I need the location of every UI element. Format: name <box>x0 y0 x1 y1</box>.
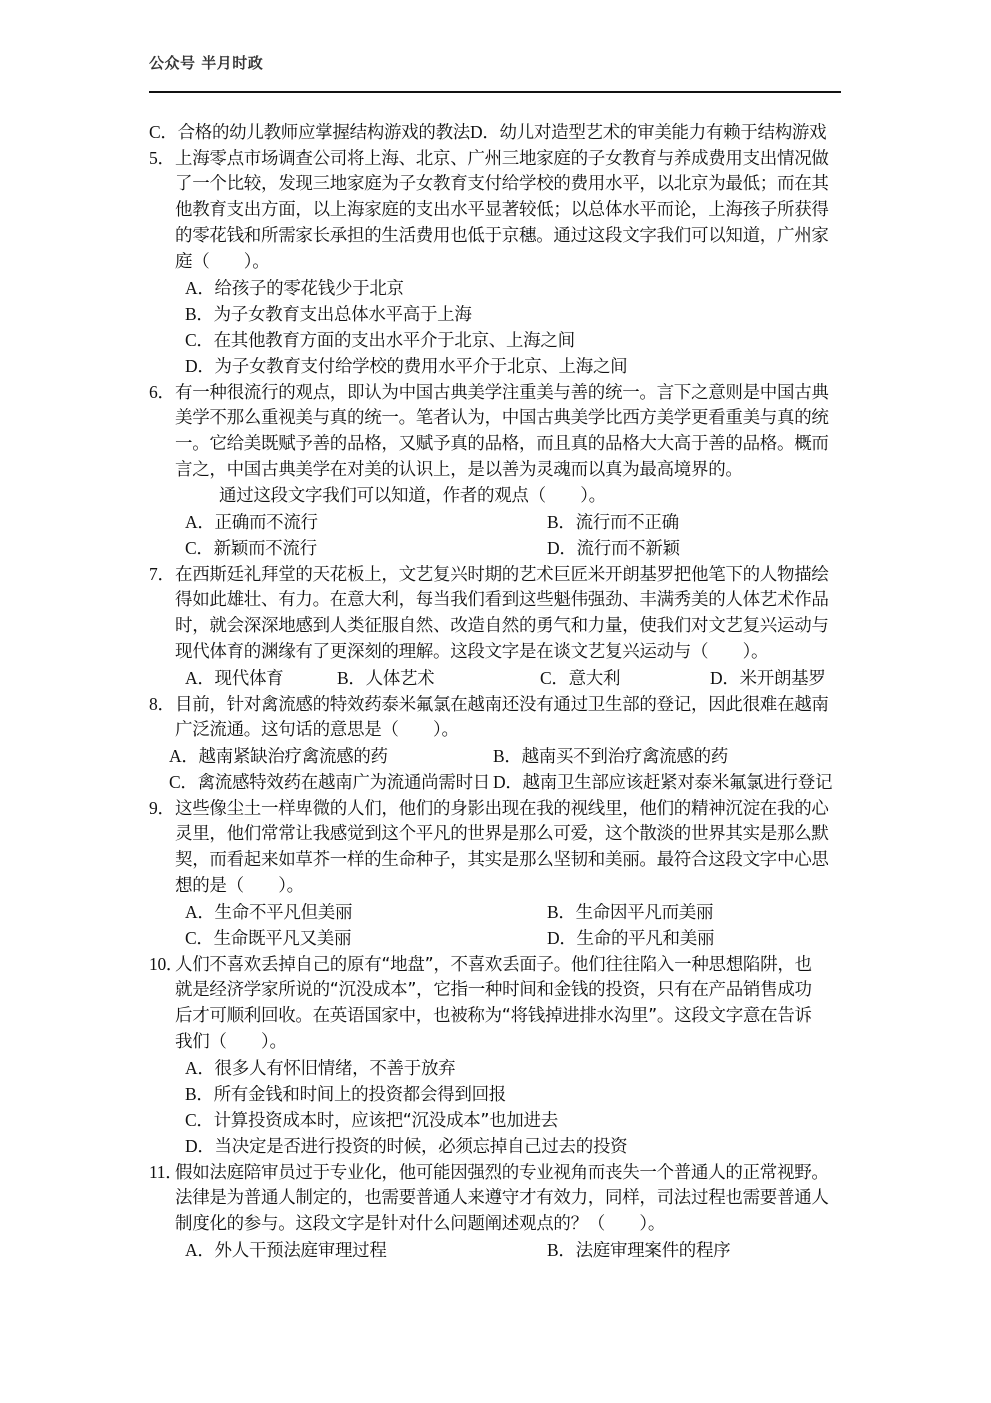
question-9 <box>149 795 841 951</box>
question-text-line: 后才可顺利回收。在英语国家中，也被称为“将钱掉进排水沟里”。这段文字意在告诉 <box>175 1006 812 1026</box>
question-number: 10． <box>149 954 184 974</box>
question-text-line: 他教育支出方面，以上海家庭的支出水平显著较低；以总体水平而论，上海孩子所获得 <box>175 200 829 220</box>
question-number: 6． <box>149 382 175 402</box>
question-text-line: 想的是（ ）。 <box>175 876 304 896</box>
option-letter: C． <box>149 122 178 142</box>
option-c: C．禽流感特效药在越南广为流通尚需时日 <box>169 772 490 793</box>
options-row <box>149 769 841 795</box>
question-text-line: 有一种很流行的观点，即认为中国古典美学注重美与善的统一。言下之意则是中国古典 <box>175 383 829 403</box>
option-b: B．生命因平凡而美丽 <box>547 902 714 923</box>
option-d: D．生命的平凡和美丽 <box>547 928 715 949</box>
question-text-line: 了一个比较，发现三地家庭为子女教育支付给学校的费用水平，以北京为最低；而在其 <box>175 174 829 194</box>
question-number: 7． <box>149 564 175 584</box>
question-number: 9． <box>149 798 175 818</box>
question-10 <box>149 951 841 1159</box>
question-text-line: 我们（ ）。 <box>175 1032 287 1052</box>
question-text-line: 时，就会深深地感到人类征服自然、改造自然的勇气和力量，使我们对文艺复兴运动与 <box>175 616 829 636</box>
question-text-line: 美学不那么重视美与真的统一。笔者认为，中国古典美学比西方美学更看重美与真的统 <box>175 408 829 428</box>
question-text-line: 灵里，他们常常让我感觉到这个平凡的世界是那么可爱，这个散淡的世界其实是那么默 <box>175 824 829 844</box>
option-a: A．正确而不流行 <box>185 512 318 533</box>
options-row <box>149 535 841 561</box>
question-text-line: 广泛流通。这句话的意思是（ ）。 <box>175 720 459 740</box>
option-a: A．外人干预法庭审理过程 <box>185 1240 387 1261</box>
question-text-line: 契，而看起来如草芥一样的生命种子，其实是那么坚韧和美丽。最符合这段文字中心思 <box>175 850 829 870</box>
option-c: C．生命既平凡又美丽 <box>185 928 352 949</box>
option-c: C．计算投资成本时，应该把“沉没成本”也加进去 <box>185 1110 558 1131</box>
question-6 <box>149 379 841 561</box>
question-11 <box>149 1159 841 1263</box>
option-c: C．在其他教育方面的支出水平介于北京、上海之间 <box>185 330 575 351</box>
options-row <box>149 743 841 769</box>
options-row <box>149 509 841 535</box>
question-text-line: 假如法庭陪审员过于专业化，他可能因强烈的专业视角而丧失一个普通人的正常视野。 <box>175 1163 829 1183</box>
question-5 <box>149 145 841 379</box>
question-text-line: 法律是为普通人制定的，也需要普通人来遵守才有效力，同样，司法过程也需要普通人 <box>175 1188 829 1208</box>
question-text-line: 一。它给美既赋予善的品格，又赋予真的品格，而且真的品格大大高于善的品格。概而 <box>175 434 829 454</box>
option-a: A．越南紧缺治疗禽流感的药 <box>169 746 388 767</box>
option-c: C．意大利 <box>540 668 621 689</box>
question-number: 5． <box>149 148 175 168</box>
header-divider <box>149 91 841 93</box>
carryover-options-row <box>149 119 841 145</box>
question-7 <box>149 561 841 691</box>
page-header-title: 公众号 半月时政 <box>149 54 264 72</box>
question-text-line: 目前，针对禽流感的特效药泰米氟氯在越南还没有通过卫生部的登记，因此很难在越南 <box>175 695 829 715</box>
question-number: 11． <box>149 1162 183 1182</box>
option-d: D．流行而不新颖 <box>547 538 680 559</box>
options-row <box>149 925 841 951</box>
option-d: D．当决定是否进行投资的时候，必须忘掉自己过去的投资 <box>185 1136 628 1157</box>
option-b: B．流行而不正确 <box>547 512 679 533</box>
question-text-line: 在西斯廷礼拜堂的天花板上，文艺复兴时期的艺术巨匠米开朗基罗把他笔下的人物描绘 <box>175 565 829 585</box>
question-text-line: 现代体育的渊缘有了更深刻的理解。这段文字是在谈文艺复兴运动与（ ）。 <box>175 642 769 662</box>
question-number: 8． <box>149 694 175 714</box>
question-text-line: 庭（ ）。 <box>175 252 270 272</box>
document-body <box>149 119 841 1263</box>
options-row <box>149 1237 841 1263</box>
option-d: D．为子女教育支付给学校的费用水平介于北京、上海之间 <box>185 356 628 377</box>
question-text-line: 这些像尘土一样卑微的人们，他们的身影出现在我的视线里，他们的精神沉淀在我的心 <box>175 799 829 819</box>
option-text: 幼儿对造型艺术的审美能力有赖于结构游戏 <box>499 123 827 143</box>
option-d: D．越南卫生部应该赶紧对泰米氟氯进行登记 <box>493 772 833 793</box>
option-b: B．法庭审理案件的程序 <box>547 1240 731 1261</box>
option-letter: D． <box>469 122 500 142</box>
option-d: D．米开朗基罗 <box>710 668 826 689</box>
question-prompt: 通过这段文字我们可以知道，作者的观点（ ）。 <box>219 486 606 506</box>
question-text-line: 制度化的参与。这段文字是针对什么问题阐述观点的？（ ）。 <box>175 1214 666 1234</box>
option-a: A．生命不平凡但美丽 <box>185 902 353 923</box>
option-b: B．人体艺术 <box>337 668 435 689</box>
options-row <box>149 665 841 691</box>
option-text: 合格的幼儿教师应掌握结构游戏的教法 <box>177 123 470 143</box>
option-b: B．所有金钱和时间上的投资都会得到回报 <box>185 1084 506 1105</box>
question-text-line: 就是经济学家所说的“沉没成本”，它指一种时间和金钱的投资，只有在产品销售成功 <box>175 980 812 1000</box>
option-b: B．越南买不到治疗禽流感的药 <box>493 746 728 767</box>
option-a: A．很多人有怀旧情绪，不善于放弃 <box>185 1058 456 1079</box>
option-a: A．给孩子的零花钱少于北京 <box>185 278 404 299</box>
question-8 <box>149 691 841 795</box>
options-row <box>149 899 841 925</box>
question-text-line: 人们不喜欢丢掉自己的原有“地盘”，不喜欢丢面子。他们往往陷入一种思想陷阱，也 <box>175 955 812 975</box>
question-text-line: 得如此雄壮、有力。在意大利，每当我们看到这些魁伟强劲、丰满秀美的人体艺术作品 <box>175 590 829 610</box>
question-text-line: 的零花钱和所需家长承担的生活费用也低于京穗。通过这段文字我们可以知道，广州家 <box>175 226 829 246</box>
option-c: C．新颖而不流行 <box>185 538 317 559</box>
option-a: A．现代体育 <box>185 668 284 689</box>
question-text-line: 言之，中国古典美学在对美的认识上，是以善为灵魂而以真为最高境界的。 <box>175 460 743 480</box>
question-text-line: 上海零点市场调查公司将上海、北京、广州三地家庭的子女教育与养成费用支出情况做 <box>175 149 829 169</box>
option-b: B．为子女教育支出总体水平高于上海 <box>185 304 472 325</box>
